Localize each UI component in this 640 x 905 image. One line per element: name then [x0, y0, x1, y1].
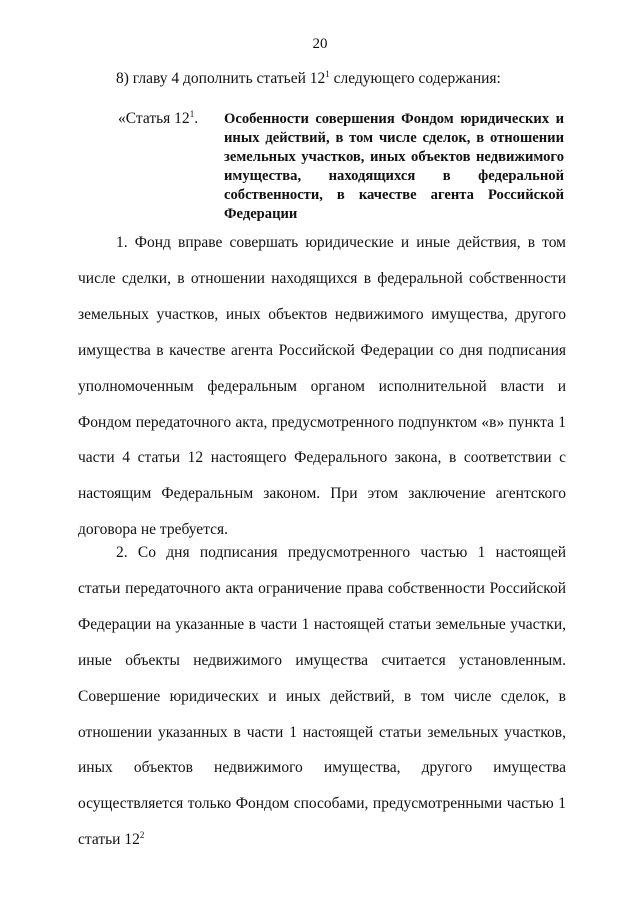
amendment-intro-text: 8) главу 4 дополнить статьей 12 [116, 70, 326, 87]
article-label-text: «Статья 12 [118, 110, 190, 127]
paragraph-2-superscript: 2 [139, 830, 145, 841]
article-label-period: . [194, 110, 199, 127]
amendment-intro-ending: следующего содержания: [329, 70, 501, 87]
amendment-intro-superscript: 1 [325, 68, 330, 79]
page-number: 20 [312, 36, 328, 52]
article-label [118, 110, 198, 128]
paragraph-2 [78, 535, 566, 858]
article-title: Особенности совершения Фондом юридических и иных действий, в том числе сделок, в отношении земельных участков, иных объектов недвижимого имущества, находящихся в федеральной собственности, в качестве агента Российской Федерации [224, 111, 564, 222]
paragraph-2-text: 2. Со дня подписания предусмотренного частью 1 настоящей статьи передаточного акта ограничение права собственности Российской Федерации на указанные в части 1 настоящей статьи земельные участки, иные объекты недвижимого имущества считается установленным. Совершение юридических и иных действий, в том числе сделок, в отношении указанных в части 1 настоящей статьи земельных участков, иных объектов недвижимого имущества, другого имущества осуществляется только Фондом способами, предусмотренными частью 1 статьи 12 [78, 544, 566, 849]
article-label-superscript: 1 [189, 108, 195, 119]
paragraph-1: 1. Фонд вправе совершать юридические и иные действия, в том числе сделки, в отношении находящихся в федеральной собственности земельных участков, иных объектов недвижимого имущества, другого имущества в качестве агента Российской Федерации со дня подписания уполномоченным федеральным органом исполнительной власти и Фондом передаточного акта, предусмотренного подпунктом «в» пункта 1 части 4 статьи 12 настоящего Федерального закона, в соответствии с настоящим Федеральным законом. При этом заключение агентского договора не требуется. [78, 234, 566, 539]
amendment-intro [116, 70, 501, 88]
